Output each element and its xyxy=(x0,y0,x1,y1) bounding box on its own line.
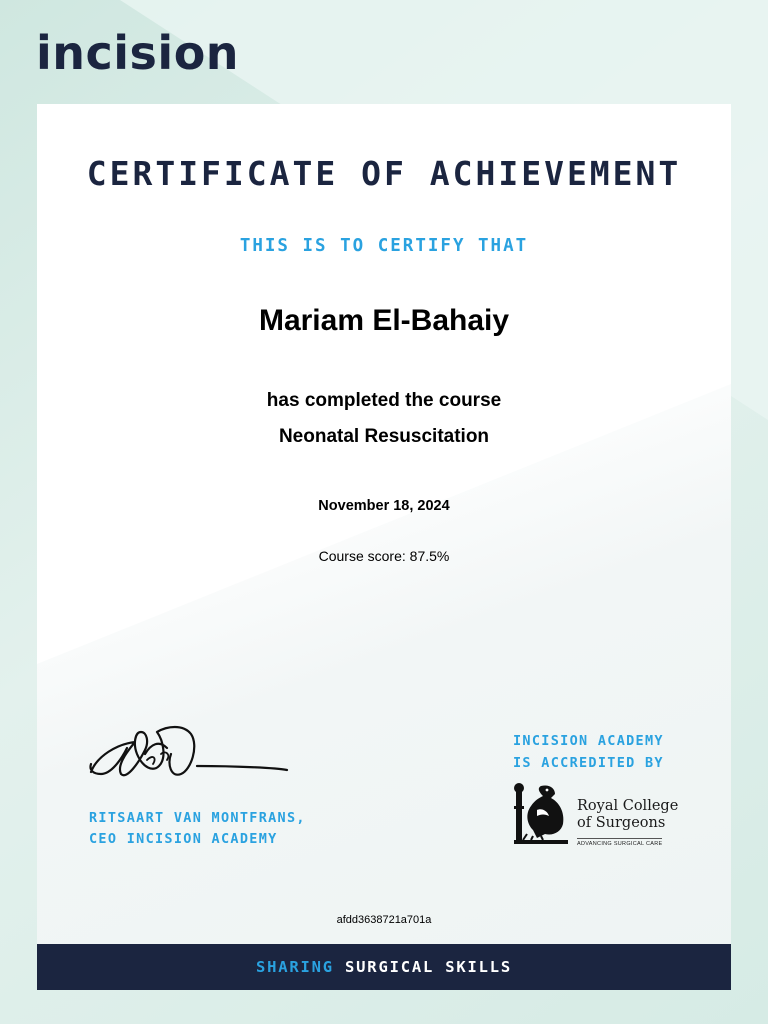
ceo-signature xyxy=(87,714,297,794)
rcs-name xyxy=(577,798,678,832)
completion-date: November 18, 2024 xyxy=(318,498,450,514)
footer-banner xyxy=(37,944,731,990)
signer-name: RITSAART VAN MONTFRANS, xyxy=(89,810,306,826)
rcs-name-line-2: of Surgeons xyxy=(577,815,666,831)
rcs-crest-icon xyxy=(511,780,573,846)
logo-text: incision xyxy=(36,26,240,80)
rcs-tagline: ADVANCING SURGICAL CARE xyxy=(577,838,662,847)
accreditation-line-1: INCISION ACADEMY xyxy=(513,733,664,749)
certify-line: THIS IS TO CERTIFY THAT xyxy=(239,236,529,256)
rcs-name-line-1: Royal College xyxy=(577,798,679,814)
accreditation-line-2: IS ACCREDITED BY xyxy=(513,755,664,771)
completed-line: has completed the course xyxy=(266,390,502,411)
footer-main-words: SURGICAL SKILLS xyxy=(345,958,513,976)
accreditation-caption xyxy=(513,730,664,774)
footer-accent-word: SHARING xyxy=(255,958,334,976)
incision-logo xyxy=(36,26,240,80)
certificate-id: afdd3638721a701a xyxy=(336,914,432,926)
certificate-title: CERTIFICATE OF ACHIEVEMENT xyxy=(86,154,682,193)
royal-college-of-surgeons-logo xyxy=(511,780,691,850)
course-name: Neonatal Resuscitation xyxy=(278,426,490,447)
course-score: Course score: 87.5% xyxy=(318,548,450,564)
recipient-name: Mariam El-Bahaiy xyxy=(258,304,510,337)
signer-caption xyxy=(89,808,306,850)
signer-role: CEO INCISION ACADEMY xyxy=(89,831,278,847)
certificate-card xyxy=(37,104,731,990)
